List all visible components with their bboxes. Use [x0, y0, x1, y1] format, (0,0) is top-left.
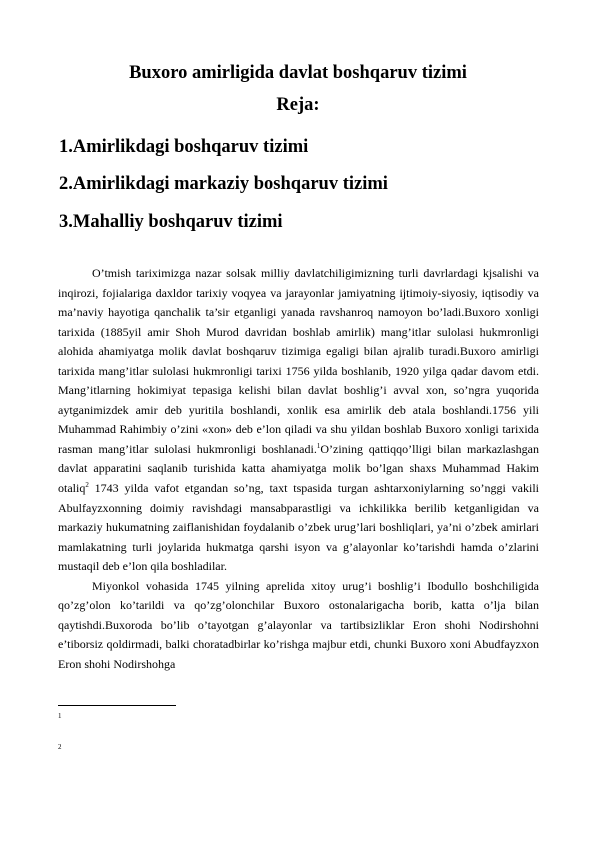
paragraph-1-part-b: O’zining qattiqqo’lligi bilan markazlashgan davlat apparatini saqlanib turishida katta ahamiyatga molik bo’lgan shaxs Muhammad Hakim otaliq [58, 441, 540, 496]
footnote-1: 1 [58, 712, 62, 720]
plan-item-3: 3.Mahalliy boshqaruv tizimi [59, 212, 283, 232]
plan-item-2: 2.Amirlikdagi markaziy boshqaruv tizimi [59, 174, 388, 194]
paragraph-2: Miyonkol vohasida 1745 yilning aprelida xitoy urug’i boshlig’i Ibodullo boshchiligida qo’zg’olon ko’tarildi va qo’zg’olonchilar Buxoro ostonalarigacha borib, katta o’lja bilan qaytishdi.Buxoroda bo’lib o’tayotgan g’alayonlar va tartibsizliklar Eron shohi Nodirshohni e’tiborsiz qoldirmadi, balki choratadbirlar ko’rishga majbur etdi, chunki Buxoro xoni Abudfayzxon Eron shohi Nodirshohga [58, 578, 539, 671]
footnote-ref-1[interactable]: 1 [316, 441, 321, 450]
footnote-divider [58, 705, 176, 706]
footnote-2: 2 [58, 743, 62, 751]
paragraph-1-part-a: O’tmish tariximizga nazar solsak milliy davlatchiligimizning turli davrlardagi kjsalishi va inqirozi, fojialariga daxldor tarixiy voqyea va jarayonlar jamiyatning ijtimoiy-siyosiy, iqtisodiy va ma’naviy hayotiga qanchalik ta’sir etganligi yanada ravshanroq namoyon bo’ladi.Buxoro xonligi tarixida (1885yil amir Shoh Murod davridan boshlab amirlik) mang’itlar sulolasi hukmronligi alohida ahamiyatga molik davlat boshqaruv tizimiga egaligi bilan ajralib turadi.Buxoro amirligi tarixida mang’itlar sulolasi hukmronligi tarixi 1756 yilda boshlanib, 1920 yilga qadar davom etdi. Mang’itlarning hokimiyat tepasiga kelishi bilan davlat boshlig’i avval xon, so’ngra yuqorida aytganimizdek amir deb yuritila boshlandi, xonlik esa amirlik deb atala boshlandi.1756 yili Muhammad Rahimbiy o’zini «xon» deb e’lon qiladi va shu yildan boshlab Buxoro xonligi tarixida rasman mang’itlar sulolasi hukmronligi boshlanadi. [58, 266, 539, 456]
footnote-ref-2[interactable]: 2 [85, 481, 89, 490]
paragraph-1-part-c: 1743 yilda vafot etgandan so’ng, taxt tspasida turgan ashtarxoniylarning so’nggi vakili Abulfayzxonning doimiy ravishdagi mansabparastligi va ichkilikka berilib ketganligidan va markaziy hukumatning zaiflanishidan foydalanib o’zbek urug’lari boshliqlari, ya’ni o’zbek amirlari mamlakatning turli joylarida hukmatga qarshi isyon va g’alayonlar ko’tarishdi hamda o’zlarini mustaqil deb e’lon qila boshladilar. [58, 481, 539, 574]
plan-heading: Reja: [276, 95, 320, 115]
paragraph-1 [58, 264, 539, 577]
body-text [58, 264, 539, 674]
plan-item-1: 1.Amirlikdagi boshqaruv tizimi [59, 137, 309, 157]
document-title: Buxoro amirligida davlat boshqaruv tizimi [129, 63, 467, 83]
